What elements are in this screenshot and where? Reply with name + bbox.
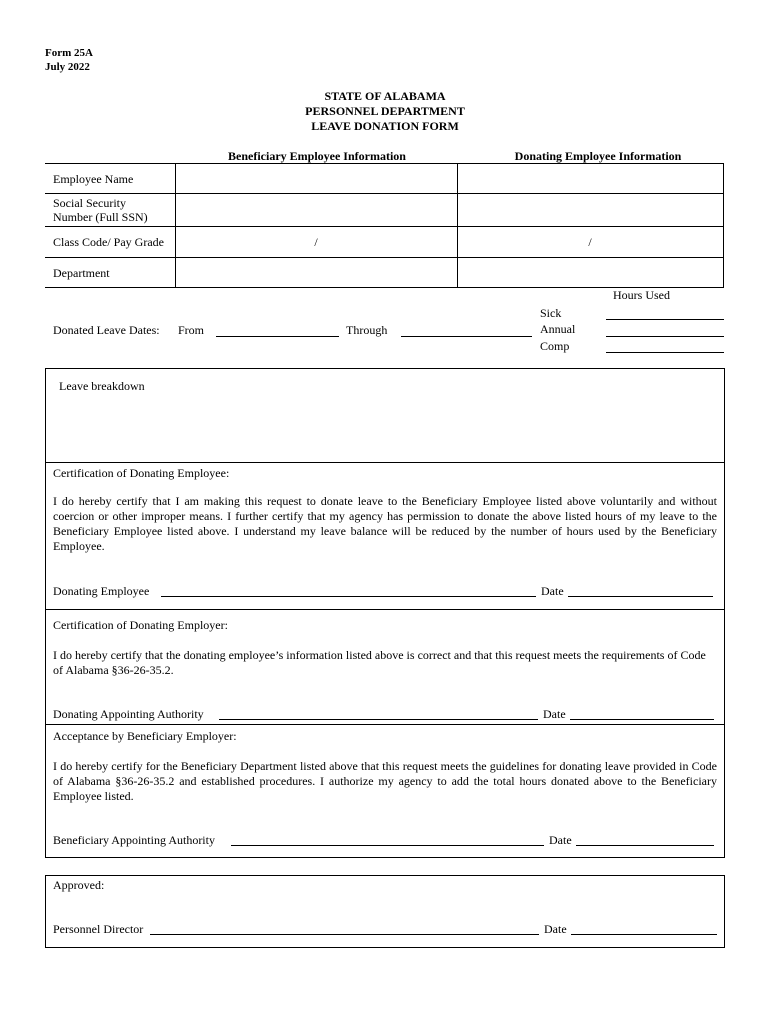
divider: [45, 724, 725, 725]
beneficiary-heading: Beneficiary Employee Information: [228, 149, 406, 163]
sick-label: Sick: [540, 306, 562, 320]
department-label: Department: [45, 258, 175, 288]
donated-leave-dates-label: Donated Leave Dates:: [53, 323, 160, 337]
acceptance-text: I do hereby certify for the Beneficiary Department listed above that this request meets the guidelines for donating leave provided in Code of Alabama §36-26-35.2 and established procedures. I authorize my agency to add the total hours donated above to the Beneficiary Employee listed.: [53, 759, 717, 803]
approved-block: [45, 875, 725, 948]
beneficiary-authority-date-field[interactable]: [576, 845, 714, 846]
annual-hours-field[interactable]: [606, 336, 724, 337]
form-date: July 2022: [45, 61, 90, 73]
annual-label: Annual: [540, 322, 576, 336]
through-label: Through: [346, 323, 388, 337]
through-date-field[interactable]: [401, 336, 532, 337]
donating-authority-signature-field[interactable]: [219, 719, 538, 720]
donating-authority-date-field[interactable]: [570, 719, 714, 720]
from-date-field[interactable]: [216, 336, 339, 337]
form-number: Form 25A: [45, 47, 93, 59]
personnel-director-date-field[interactable]: [571, 934, 717, 935]
sick-hours-field[interactable]: [606, 319, 724, 320]
comp-hours-field[interactable]: [606, 352, 724, 353]
date-label: Date: [544, 922, 567, 936]
class-code-label: Class Code/ Pay Grade: [45, 227, 175, 258]
hours-used-label: Hours Used: [613, 288, 670, 302]
table-row: [45, 227, 723, 258]
donating-employee-signature-field[interactable]: [161, 596, 536, 597]
cert-employee-title: Certification of Donating Employee:: [53, 466, 230, 480]
beneficiary-department-field[interactable]: [175, 258, 457, 288]
table-row: [45, 164, 723, 194]
ssn-label: Social Security Number (Full SSN): [45, 194, 175, 227]
beneficiary-class-code-field[interactable]: [175, 227, 457, 258]
slash-separator: /: [588, 234, 592, 249]
table-row: [45, 258, 723, 288]
date-label: Date: [549, 833, 572, 847]
acceptance-title: Acceptance by Beneficiary Employer:: [53, 729, 237, 743]
title-line-2: PERSONNEL DEPARTMENT: [305, 104, 465, 118]
donating-department-field[interactable]: [457, 258, 723, 288]
leave-breakdown-label: Leave breakdown: [59, 379, 145, 393]
title-line-3: LEAVE DONATION FORM: [311, 119, 459, 133]
from-label: From: [178, 323, 205, 337]
employee-info-table: [45, 163, 724, 288]
approved-title: Approved:: [53, 878, 105, 892]
personnel-director-label: Personnel Director: [53, 922, 144, 936]
beneficiary-ssn-field[interactable]: [175, 194, 457, 227]
cert-employee-text: I do hereby certify that I am making this request to donate leave to the Beneficiary Employee listed above voluntarily and without coercion or other improper means. I further certify that my agency has permission to donate the above listed hours of my leave to the Beneficiary Employee listed above. I understand my leave balance will be reduced by the number of hours used by the Beneficiary Employee.: [53, 494, 717, 553]
employee-name-label: Employee Name: [45, 164, 175, 194]
divider: [45, 462, 725, 463]
donating-name-field[interactable]: [457, 164, 723, 194]
donating-appointing-authority-label: Donating Appointing Authority: [53, 707, 204, 721]
slash-separator: /: [314, 234, 318, 249]
donating-class-code-field[interactable]: [457, 227, 723, 258]
date-label: Date: [541, 584, 564, 598]
page-title: [0, 89, 770, 134]
date-label: Date: [543, 707, 566, 721]
donating-ssn-field[interactable]: [457, 194, 723, 227]
leave-breakdown-field[interactable]: [50, 396, 720, 458]
table-row: [45, 194, 723, 227]
beneficiary-appointing-authority-label: Beneficiary Appointing Authority: [53, 833, 215, 847]
donating-employee-label: Donating Employee: [53, 584, 150, 598]
beneficiary-name-field[interactable]: [175, 164, 457, 194]
donating-heading: Donating Employee Information: [514, 149, 682, 163]
divider: [45, 609, 725, 610]
cert-employer-text: I do hereby certify that the donating employee’s information listed above is correct and that this request meets the requirements of Code of Alabama §36-26-35.2.: [53, 648, 706, 677]
title-line-1: STATE OF ALABAMA: [324, 89, 446, 103]
donating-employee-date-field[interactable]: [568, 596, 713, 597]
cert-employer-title: Certification of Donating Employer:: [53, 618, 228, 632]
personnel-director-signature-field[interactable]: [150, 934, 539, 935]
comp-label: Comp: [540, 339, 570, 353]
beneficiary-authority-signature-field[interactable]: [231, 845, 544, 846]
